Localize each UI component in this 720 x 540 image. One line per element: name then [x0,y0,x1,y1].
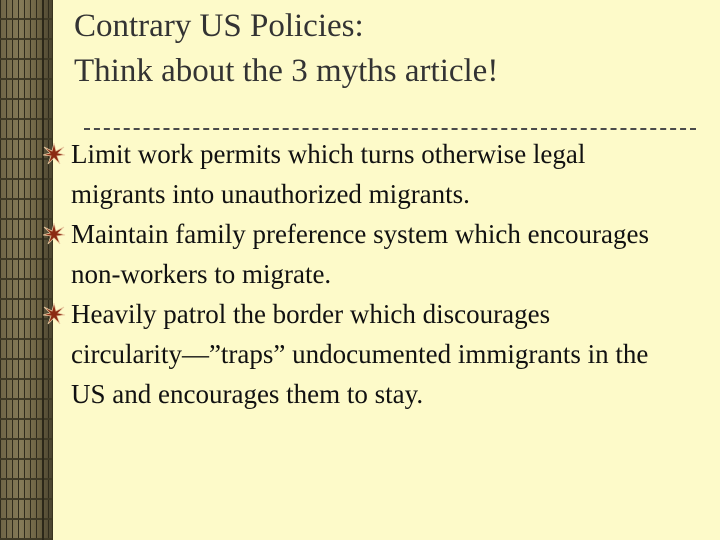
starburst-bullet-icon [42,142,66,166]
bullet-item [40,134,656,214]
slide-title [74,4,694,94]
starburst-bullet-icon [42,222,66,246]
bullet-text: Maintain family preference system which encourages non-workers to migrate. [71,219,650,289]
bullet-list [40,134,680,414]
title-line-1: Contrary US Policies: [74,8,364,44]
bullet-text: Heavily patrol the border which discourages circularity—”traps” undocumented immigrants in the US and encourages them to stay. [71,299,649,409]
starburst-bullet-icon [42,302,66,326]
bullet-item [40,294,656,414]
bullet-text: Limit work permits which turns otherwise legal migrants into unauthorized migrants. [71,139,586,209]
title-line-2: Think about the 3 myths article! [74,53,499,89]
bullet-item [40,214,656,294]
title-divider [84,128,696,130]
